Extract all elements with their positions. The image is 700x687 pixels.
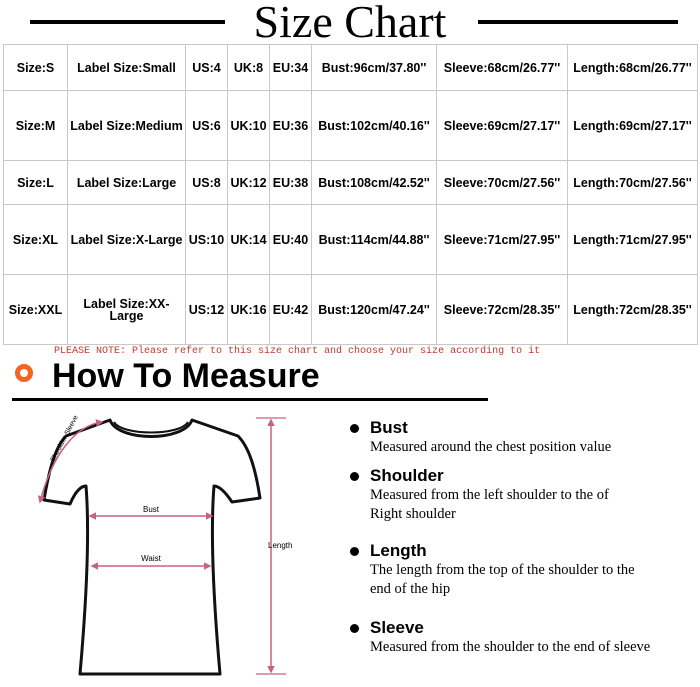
length-cell: Length:68cm/26.77'' [568, 45, 698, 91]
bullet-icon [350, 624, 359, 633]
uk-cell: UK:10 [228, 91, 270, 161]
bullet-icon [350, 472, 359, 481]
uk-cell: UK:8 [228, 45, 270, 91]
ring-bullet-icon [15, 364, 33, 382]
table-row [4, 161, 698, 205]
us-cell: US:4 [186, 45, 228, 91]
label-size-cell: Label Size:Medium [68, 91, 186, 161]
bullet-icon [350, 424, 359, 433]
sleeve-cell: Sleeve:69cm/27.17'' [437, 91, 568, 161]
length-cell: Length:69cm/27.17'' [568, 91, 698, 161]
eu-cell: EU:38 [270, 161, 312, 205]
definition-bust [350, 418, 690, 457]
measure-underline [12, 398, 488, 401]
definition-length [350, 541, 690, 599]
bust-cell: Bust:108cm/42.52'' [312, 161, 437, 205]
label-size-cell: Label Size:X-Large [68, 205, 186, 275]
size-note: PLEASE NOTE: Please refer to this size chart and choose your size according to it [54, 346, 541, 357]
definition-title: Shoulder [370, 466, 444, 485]
page-title: Size Chart [0, 0, 700, 48]
uk-cell: UK:14 [228, 205, 270, 275]
label-size-cell: Label Size:XX-Large [68, 275, 186, 345]
eu-cell: EU:36 [270, 91, 312, 161]
uk-cell: UK:16 [228, 275, 270, 345]
us-cell: US:12 [186, 275, 228, 345]
definition-title: Sleeve [370, 618, 424, 637]
size-cell: Size:L [4, 161, 68, 205]
tshirt-diagram [18, 406, 328, 684]
waist-label: Waist [141, 554, 161, 563]
uk-cell: UK:12 [228, 161, 270, 205]
definition-sleeve [350, 618, 690, 657]
eu-cell: EU:42 [270, 275, 312, 345]
measure-title: How To Measure [52, 357, 320, 395]
sleeve-cell: Sleeve:71cm/27.95'' [437, 205, 568, 275]
eu-cell: EU:34 [270, 45, 312, 91]
size-cell: Size:XL [4, 205, 68, 275]
label-size-cell: Label Size:Large [68, 161, 186, 205]
size-cell: Size:XXL [4, 275, 68, 345]
sleeve-cell: Sleeve:68cm/26.77'' [437, 45, 568, 91]
definition-desc: Measured from the shoulder to the end of sleeve [370, 639, 651, 655]
definition-title: Length [370, 541, 427, 560]
bust-cell: Bust:120cm/47.24'' [312, 275, 437, 345]
tshirt-outline [44, 420, 260, 674]
definition-desc: The length from the top of the shoulder to the end of the hip [370, 562, 635, 597]
definition-shoulder [350, 466, 690, 524]
sleeve-cell: Sleeve:72cm/28.35'' [437, 275, 568, 345]
us-cell: US:10 [186, 205, 228, 275]
size-cell: Size:S [4, 45, 68, 91]
bust-cell: Bust:102cm/40.16'' [312, 91, 437, 161]
bullet-icon [350, 547, 359, 556]
table-row [4, 91, 698, 161]
bust-cell: Bust:114cm/44.88'' [312, 205, 437, 275]
size-cell: Size:M [4, 91, 68, 161]
table-row [4, 205, 698, 275]
definition-title: Bust [370, 418, 408, 437]
shoulder-sleeve-label: Shoulder Sleeve [49, 414, 80, 463]
table-row [4, 45, 698, 91]
length-cell: Length:72cm/28.35'' [568, 275, 698, 345]
length-label: Length [268, 541, 293, 550]
us-cell: US:8 [186, 161, 228, 205]
sleeve-cell: Sleeve:70cm/27.56'' [437, 161, 568, 205]
label-size-cell: Label Size:Small [68, 45, 186, 91]
bust-label: Bust [142, 505, 160, 514]
length-cell: Length:71cm/27.95'' [568, 205, 698, 275]
title-row [0, 0, 700, 46]
length-cell: Length:70cm/27.56'' [568, 161, 698, 205]
definition-desc: Measured around the chest position value [370, 439, 612, 455]
bust-cell: Bust:96cm/37.80'' [312, 45, 437, 91]
us-cell: US:6 [186, 91, 228, 161]
eu-cell: EU:40 [270, 205, 312, 275]
table-row [4, 275, 698, 345]
size-table [3, 44, 698, 345]
definition-desc: Measured from the left shoulder to the of Right shoulder [370, 487, 609, 522]
